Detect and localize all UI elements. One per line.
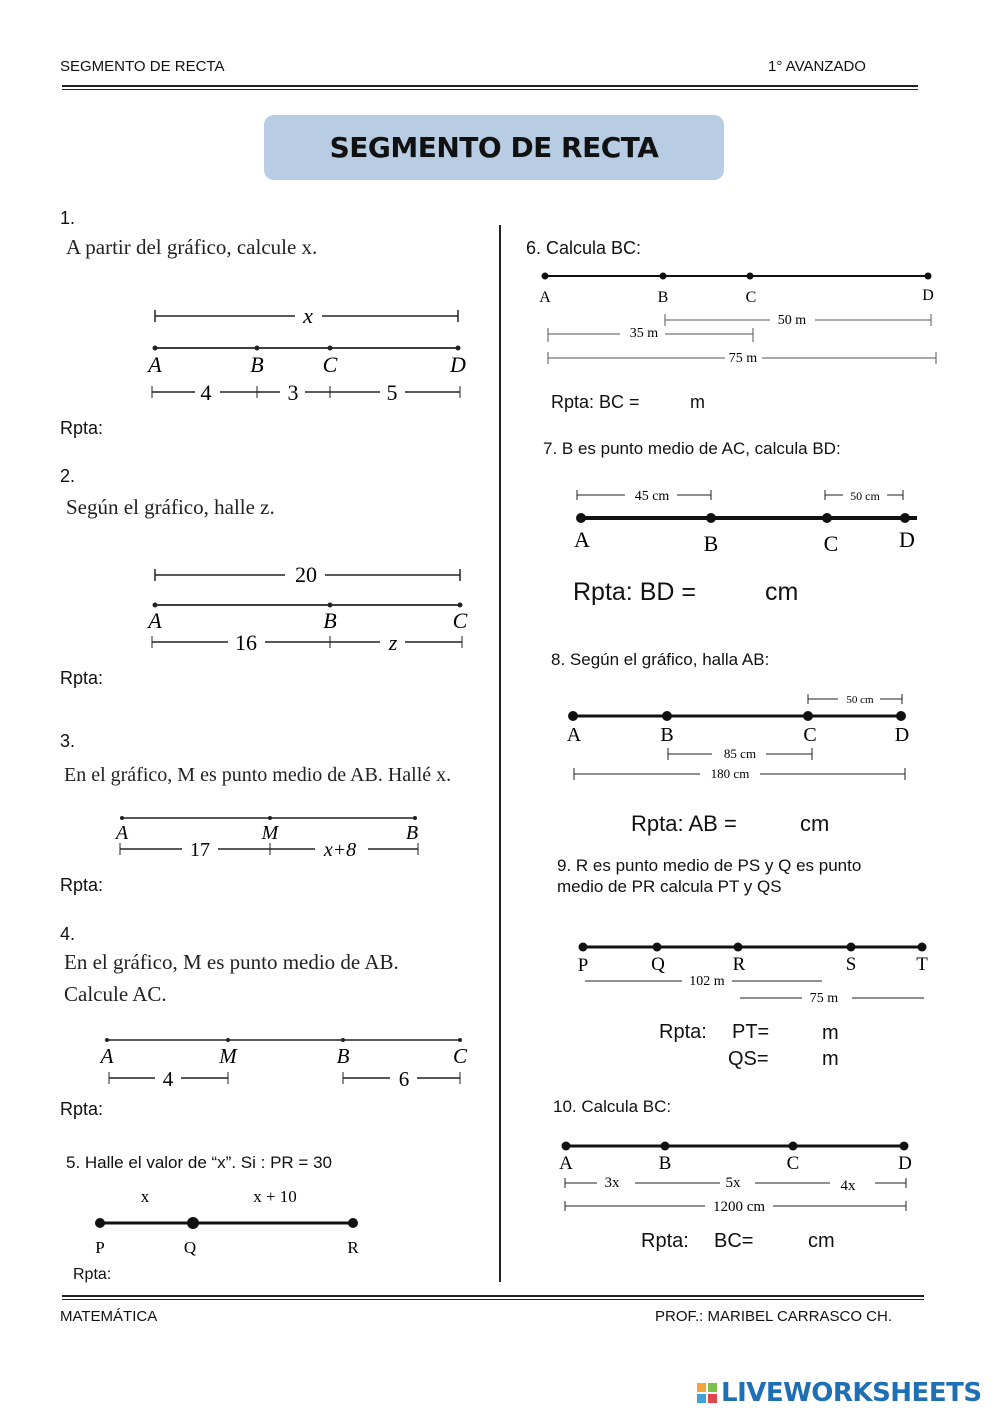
q9-point-r: R xyxy=(732,954,746,975)
q10-dim-ad: 1200 cm xyxy=(712,1199,766,1215)
q10-dim-bc: 5x xyxy=(725,1175,741,1191)
q5-label-x: x xyxy=(140,1187,150,1206)
q10-point-d: D xyxy=(898,1153,912,1174)
q4-text-1: En el gráfico, M es punto medio de AB. xyxy=(64,950,399,974)
q9-pt-label: PT= xyxy=(732,1021,770,1043)
q4-point-b: B xyxy=(336,1044,350,1068)
q6-dim-ad: 75 m xyxy=(728,351,758,366)
q7-unit: cm xyxy=(765,578,799,606)
q8-diagram xyxy=(560,688,920,786)
q6-text: 6. Calcula BC: xyxy=(526,238,642,258)
q1-dim-ab: 4 xyxy=(200,380,212,405)
footer-rule-2 xyxy=(62,1299,924,1300)
q4-dim-bc: 6 xyxy=(398,1067,410,1091)
q8-dim-bc: 85 cm xyxy=(723,746,757,761)
q1-dim-bc: 3 xyxy=(287,380,299,405)
q4-point-c: C xyxy=(452,1044,468,1068)
q3-point-b: B xyxy=(405,822,419,844)
q2-diagram xyxy=(140,560,480,660)
header-rule xyxy=(62,85,918,87)
footer-right: PROF.: MARIBEL CARRASCO CH. xyxy=(655,1308,892,1325)
q3-dim-am: 17 xyxy=(190,839,210,861)
q1-point-c: C xyxy=(322,352,338,377)
q8-point-c: C xyxy=(803,724,817,746)
q9-text-1: 9. R es punto medio de PS y Q es punto xyxy=(557,856,862,875)
q3-diagram xyxy=(110,808,430,868)
q8-text: 8. Según el gráfico, halla AB: xyxy=(551,650,770,669)
q1-rpta: Rpta: xyxy=(60,418,104,438)
header-rule-2 xyxy=(62,89,918,90)
header-left: SEGMENTO DE RECTA xyxy=(60,58,225,75)
q10-rpta: Rpta: xyxy=(641,1230,689,1252)
q9-point-q: Q xyxy=(651,954,665,975)
q8-point-b: B xyxy=(660,724,674,746)
q3-text: En el gráfico, M es punto medio de AB. Hallé x. xyxy=(64,764,452,786)
q2-dim-ab: 16 xyxy=(235,630,257,655)
q5-point-p: P xyxy=(95,1238,105,1257)
q4-text-2: Calcule AC. xyxy=(64,982,167,1006)
q10-point-c: C xyxy=(786,1153,800,1174)
q1-top-label: x xyxy=(303,303,313,328)
page-title: SEGMENTO DE RECTA xyxy=(329,131,659,164)
q2-number: 2. xyxy=(60,466,76,486)
q9-qs-label: QS= xyxy=(728,1048,769,1070)
q9-pt-unit: m xyxy=(822,1022,839,1044)
q6-diagram xyxy=(530,262,945,372)
liveworksheets-logo[interactable] xyxy=(697,1378,982,1408)
q2-text: Según el gráfico, halle z. xyxy=(66,495,275,519)
q5-point-q: Q xyxy=(183,1238,197,1257)
q4-rpta: Rpta: xyxy=(60,1099,104,1119)
q3-dim-mb: x+8 xyxy=(323,839,357,861)
q4-number: 4. xyxy=(60,924,76,944)
q9-point-s: S xyxy=(845,954,857,975)
q1-point-d: D xyxy=(450,352,466,377)
q9-rpta: Rpta: xyxy=(659,1021,707,1043)
q1-text: A partir del gráfico, calcule x. xyxy=(66,235,318,259)
q10-dim-ab: 3x xyxy=(604,1175,620,1191)
q9-point-t: T xyxy=(916,954,928,975)
q1-dim-cd: 5 xyxy=(386,380,398,405)
q2-point-a: A xyxy=(148,608,162,633)
q9-point-p: P xyxy=(577,955,589,976)
q1-number: 1. xyxy=(60,208,76,228)
column-divider xyxy=(499,225,501,1282)
q10-point-b: B xyxy=(658,1153,672,1174)
q6-unit: m xyxy=(690,392,705,412)
q3-point-a: A xyxy=(115,822,129,844)
q6-point-c: C xyxy=(745,289,757,306)
q8-unit: cm xyxy=(800,811,830,836)
q6-rpta: Rpta: BC = xyxy=(551,392,640,412)
q10-bc-label: BC= xyxy=(714,1230,754,1252)
q10-text: 10. Calcula BC: xyxy=(553,1097,672,1116)
q1-point-a: A xyxy=(148,352,162,377)
q4-diagram xyxy=(95,1030,475,1095)
q6-point-b: B xyxy=(657,289,669,306)
q8-point-a: A xyxy=(566,724,582,746)
q4-dim-am: 4 xyxy=(162,1067,174,1091)
q10-unit: cm xyxy=(808,1230,835,1252)
q2-top-label: 20 xyxy=(295,562,317,587)
q4-point-m: M xyxy=(219,1044,237,1068)
header-right: 1° AVANZADO xyxy=(768,58,866,75)
q8-dim-ad: 180 cm xyxy=(710,766,750,781)
q8-dim-cd: 50 cm xyxy=(846,694,874,706)
q3-number: 3. xyxy=(60,731,76,751)
q1-diagram xyxy=(140,298,480,408)
q7-point-d: D xyxy=(899,527,915,552)
q2-point-b: B xyxy=(323,608,337,633)
q8-point-d: D xyxy=(894,724,910,746)
q7-point-b: B xyxy=(703,531,719,556)
q7-dim-ab: 45 cm xyxy=(634,489,670,504)
q5-label-x10: x + 10 xyxy=(253,1187,297,1206)
q10-dim-cd: 4x xyxy=(840,1178,856,1194)
watermark-text: LIVEWORKSHEETS xyxy=(721,1378,982,1408)
q5-rpta: Rpta: xyxy=(73,1266,112,1283)
q6-point-a: A xyxy=(539,289,551,306)
lws-grid-icon xyxy=(697,1383,717,1403)
q6-dim-bd: 50 m xyxy=(777,313,807,328)
q2-rpta: Rpta: xyxy=(60,668,104,688)
q9-qs-unit: m xyxy=(822,1048,839,1070)
q9-dim-ps: 102 m xyxy=(689,974,725,989)
q10-diagram xyxy=(555,1135,920,1220)
q9-dim-rt: 75 m xyxy=(809,991,839,1006)
q7-diagram xyxy=(565,483,925,558)
q6-point-d: D xyxy=(922,287,934,304)
q8-rpta: Rpta: AB = xyxy=(631,811,737,836)
q9-diagram xyxy=(572,935,937,1010)
q2-point-c: C xyxy=(452,608,468,633)
footer-rule xyxy=(62,1295,924,1297)
q3-rpta: Rpta: xyxy=(60,875,104,895)
q10-point-a: A xyxy=(559,1153,573,1174)
q2-dim-bc: z xyxy=(388,630,398,655)
q7-point-a: A xyxy=(574,527,590,552)
q5-text: 5. Halle el valor de “x”. Si : PR = 30 xyxy=(66,1153,332,1172)
q9-text-2: medio de PR calcula PT y QS xyxy=(557,877,782,896)
q7-text: 7. B es punto medio de AC, calcula BD: xyxy=(543,439,841,458)
q7-point-c: C xyxy=(823,531,839,556)
q5-point-r: R xyxy=(347,1238,359,1257)
q7-rpta: Rpta: BD = xyxy=(573,578,696,606)
q3-point-m: M xyxy=(261,822,279,844)
q4-point-a: A xyxy=(100,1044,114,1068)
q6-dim-ac: 35 m xyxy=(629,326,659,341)
q7-dim-cd: 50 cm xyxy=(850,489,880,503)
q5-diagram xyxy=(85,1182,385,1262)
q1-point-b: B xyxy=(250,352,264,377)
title-banner xyxy=(264,115,724,180)
footer-left: MATEMÁTICA xyxy=(60,1308,158,1325)
